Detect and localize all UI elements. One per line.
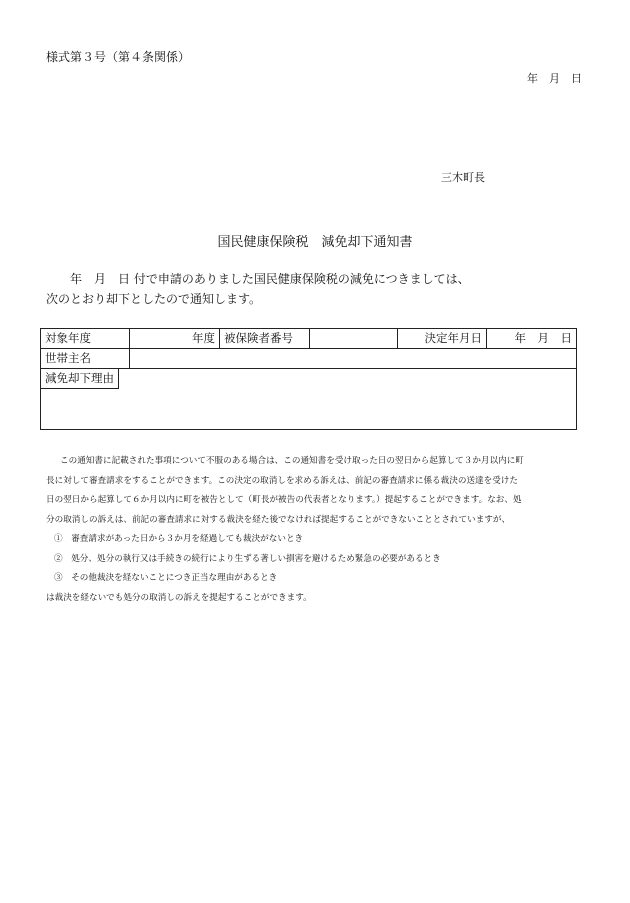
issue-date: 年 月 日 xyxy=(527,72,582,85)
notice-line: 分の取消しの訴えは、前記の審査請求に対する裁決を経た後でなければ提起することができないこととされていますが、 xyxy=(46,514,511,525)
target-year-label: 対象年度 xyxy=(41,329,130,349)
table-row xyxy=(41,329,577,349)
info-table xyxy=(40,328,577,430)
notice-line: この通知書に記載された事項について不服のある場合は、この通知書を受け取った日の翌日から起算して３か月以内に町 xyxy=(60,456,524,466)
rejection-reason-cell xyxy=(41,369,577,430)
table-row xyxy=(41,369,577,430)
decision-date-value: 年 月 日 xyxy=(487,329,577,349)
appeal-notice xyxy=(46,452,586,608)
table-row xyxy=(41,349,577,369)
intro-line-1: 年 月 日 付で申請のありました国民健康保険税の減免につきましては、 xyxy=(70,272,470,286)
insured-number-label: 被保険者番号 xyxy=(220,329,310,349)
target-year-value: 年度 xyxy=(130,329,220,349)
notice-line: 日の翌日から起算して６か月以内に町を被告として（町長が被告の代表者となります。）提起することができます。なお、処 xyxy=(46,495,522,505)
household-head-label: 世帯主名 xyxy=(41,349,130,369)
rejection-reason-label: 減免却下理由 xyxy=(41,369,119,389)
insured-number-value xyxy=(310,329,398,349)
form-number: 様式第３号（第４条関係） xyxy=(46,50,191,64)
intro-line-2: 次のとおり却下としたので通知します。 xyxy=(46,292,262,306)
notice-item: ② 処分、処分の執行又は手続きの続行により生ずる著しい損害を避けるため緊急の必要があるとき xyxy=(54,553,441,564)
household-head-value xyxy=(130,349,577,369)
document-title: 国民健康保険税 減免却下通知書 xyxy=(217,235,413,250)
notice-item: ③ その他裁決を経ないことにつき正当な理由があるとき xyxy=(54,573,278,583)
notice-closing: は裁決を経ないでも処分の取消しの訴えを提起することができます。 xyxy=(46,592,312,603)
issuer-name: 三木町長 xyxy=(441,171,485,184)
notice-line: 長に対して審査請求をすることができます。この決定の取消しを求める訴えは、前記の審査請求に係る裁決の送達を受けた xyxy=(46,475,518,486)
decision-date-label: 決定年月日 xyxy=(398,329,487,349)
notice-item: ① 審査請求があった日から３か月を経過しても裁決がないとき xyxy=(54,534,304,544)
